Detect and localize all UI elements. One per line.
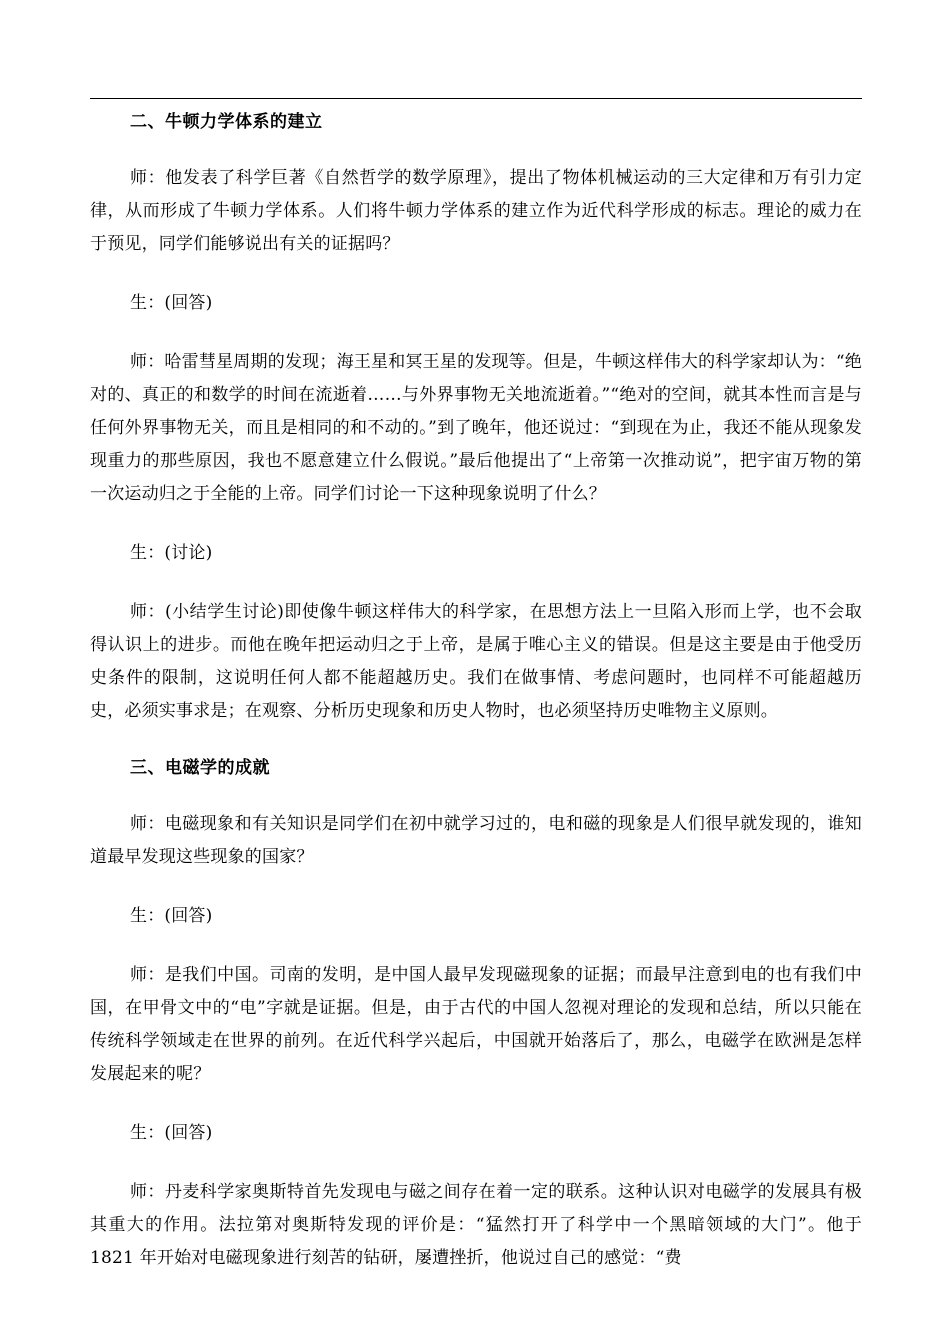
- paragraph: 师：是我们中国。司南的发明，是中国人最早发现磁现象的证据；而最早注意到电的也有我们中国，在甲骨文中的“电”字就是证据。但是，由于古代的中国人忽视对理论的发现和总结，所以只能在传统科学领域走在世界的前列。在近代科学兴起后，中国就开始落后了，那么，电磁学在欧洲是怎样发展起来的呢？: [90, 965, 862, 1084]
- paragraph: 师：哈雷彗星周期的发现；海王星和冥王星的发现等。但是，牛顿这样伟大的科学家却认为：“绝对的、真正的和数学的时间在流逝着……与外界事物无关地流逝着。”“绝对的空间，就其本性而言是与任何外界事物无关，而且是相同的和不动的。”到了晚年，他还说过：“到现在为止，我还不能从现象发现重力的那些原因，我也不愿意建立什么假说。”最后他提出了“上帝第一次推动说”，把宇宙万物的第一次运动归之于全能的上帝。同学们讨论一下这种现象说明了什么？: [90, 352, 862, 504]
- paragraph: 生：(回答): [130, 906, 213, 926]
- section-heading: 三、电磁学的成就: [130, 758, 270, 778]
- header-rule: [90, 98, 862, 99]
- paragraph: 师：丹麦科学家奥斯特首先发现电与磁之间存在着一定的联系。这种认识对电磁学的发展具有极其重大的作用。法拉第对奥斯特发现的评价是：“猛然打开了科学中一个黑暗领域的大门”。他于 1821 年开始对电磁现象进行刻苦的钻研，屡遭挫折，他说过自己的感觉：“费: [90, 1182, 862, 1268]
- paragraph: 生：(讨论): [130, 543, 213, 563]
- paragraph: 师：电磁现象和有关知识是同学们在初中就学习过的，电和磁的现象是人们很早就发现的，谁知道最早发现这些现象的国家？: [90, 814, 862, 867]
- paragraph: 师：(小结学生讨论)即使像牛顿这样伟大的科学家，在思想方法上一旦陷入形而上学，也不会取得认识上的进步。而他在晚年把运动归之于上帝，是属于唯心主义的错误。但是这主要是由于他受历史条件的限制，这说明任何人都不能超越历史。我们在做事情、考虑问题时，也同样不可能超越历史，必须实事求是；在观察、分析历史现象和历史人物时，也必须坚持历史唯物主义原则。: [90, 602, 862, 721]
- paragraph: 师：他发表了科学巨著《自然哲学的数学原理》，提出了物体机械运动的三大定律和万有引力定律，从而形成了牛顿力学体系。人们将牛顿力学体系的建立作为近代科学形成的标志。理论的威力在于预见，同学们能够说出有关的证据吗？: [90, 168, 862, 254]
- section-heading: 二、牛顿力学体系的建立: [130, 112, 323, 132]
- paragraph: 生：(回答): [130, 1123, 213, 1143]
- paragraph: 生：(回答): [130, 293, 213, 313]
- document-body: [90, 108, 862, 1301]
